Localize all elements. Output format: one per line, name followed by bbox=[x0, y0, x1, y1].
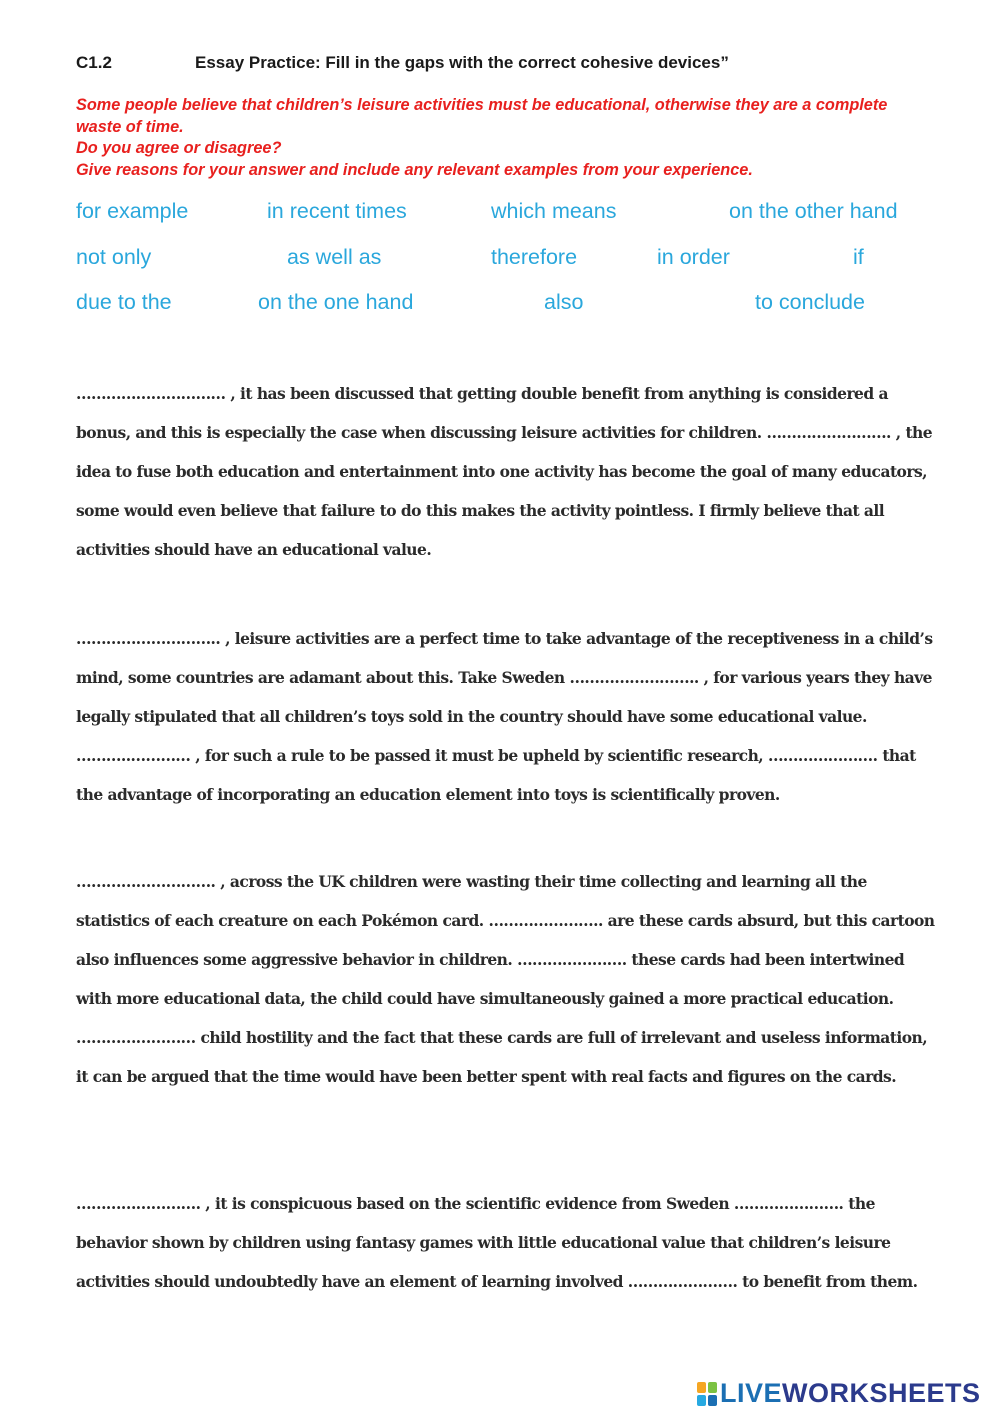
logo-square bbox=[708, 1395, 717, 1406]
prompt-statement: Some people believe that children’s leisure activities must be educational, otherwise they are a complete waste of time. bbox=[76, 96, 888, 136]
logo-prefix: LIVE bbox=[720, 1378, 783, 1408]
logo-icon bbox=[697, 1382, 717, 1406]
logo-square bbox=[697, 1382, 706, 1393]
word-bank-item[interactable]: if bbox=[853, 245, 864, 269]
word-bank-item[interactable]: on the one hand bbox=[258, 290, 414, 314]
word-bank-item[interactable]: in recent times bbox=[267, 199, 407, 223]
essay-paragraph-2: ……………………….. , leisure activities are a perfect time to take advantage of the receptiveness in a child’s mind, some countries are adamant about this. Take Sweden …………………….. , for various years they have legally stipulated that all children’s toys sold in the country should have some educational value. ………..………… , for such a rule to be passed it must be upheld by scientific research, …………………. that the advantage of incorporating an education element into toys is scientifically proven. bbox=[76, 629, 933, 804]
word-bank-item[interactable]: on the other hand bbox=[729, 199, 898, 223]
logo-suffix: WORKSHEETS bbox=[782, 1378, 981, 1408]
essay-paragraph-3: ………………………. , across the UK children were wasting their time collecting and learning all the statistics of each creature on each Pokémon card. ………………….. are these cards absurd, but this cartoon also influences some aggressive behavior in children. …………………. these cards had been intertwined with more educational data, the child could have simultaneously gained a more practical education. …………………… child hostility and the fact that these cards are full of irrelevant and useless information, it can be argued that the time would have been better spent with real facts and figures on the cards. bbox=[76, 872, 935, 1086]
word-bank-item[interactable]: not only bbox=[76, 245, 152, 269]
logo-square bbox=[708, 1382, 717, 1393]
word-bank-item[interactable]: also bbox=[544, 290, 584, 314]
word-bank-item[interactable]: due to the bbox=[76, 290, 172, 314]
logo-square bbox=[697, 1395, 706, 1406]
prompt-instruction: Give reasons for your answer and include any relevant examples from your experience. bbox=[76, 160, 753, 179]
logo-wordmark bbox=[720, 1378, 981, 1409]
liveworksheets-logo bbox=[697, 1378, 981, 1409]
essay-paragraph-4: ……………………. , it is conspicuous based on the scientific evidence from Sweden …………………. the behavior shown by children using fantasy games with little educational value that children’s leisure activities should undoubtedly have an element of learning involved …………………. to benefit from them. bbox=[76, 1194, 918, 1291]
section-code: C1.2 bbox=[76, 53, 112, 72]
worksheet-header bbox=[76, 53, 729, 73]
word-bank-item[interactable]: for example bbox=[76, 199, 189, 223]
word-bank-item[interactable]: which means bbox=[491, 199, 617, 223]
word-bank-item[interactable]: in order bbox=[657, 245, 730, 269]
prompt-question: Do you agree or disagree? bbox=[76, 139, 282, 157]
word-bank-item[interactable]: as well as bbox=[287, 245, 382, 269]
word-bank-item[interactable]: to conclude bbox=[755, 290, 865, 314]
essay-prompt bbox=[76, 95, 936, 181]
essay-paragraph-1: ………………………… , it has been discussed that getting double benefit from anything is considered a bonus, and this is especially the case when discussing leisure activities for children. ……………………. , the idea to fuse both education and entertainment into one activity has become the goal of many educators, some would even believe that failure to do this makes the activity pointless. I firmly believe that all activities should have an educational value. bbox=[76, 384, 933, 559]
worksheet-title: Essay Practice: Fill in the gaps with the correct cohesive devices” bbox=[195, 53, 729, 72]
word-bank-item[interactable]: therefore bbox=[491, 245, 578, 269]
